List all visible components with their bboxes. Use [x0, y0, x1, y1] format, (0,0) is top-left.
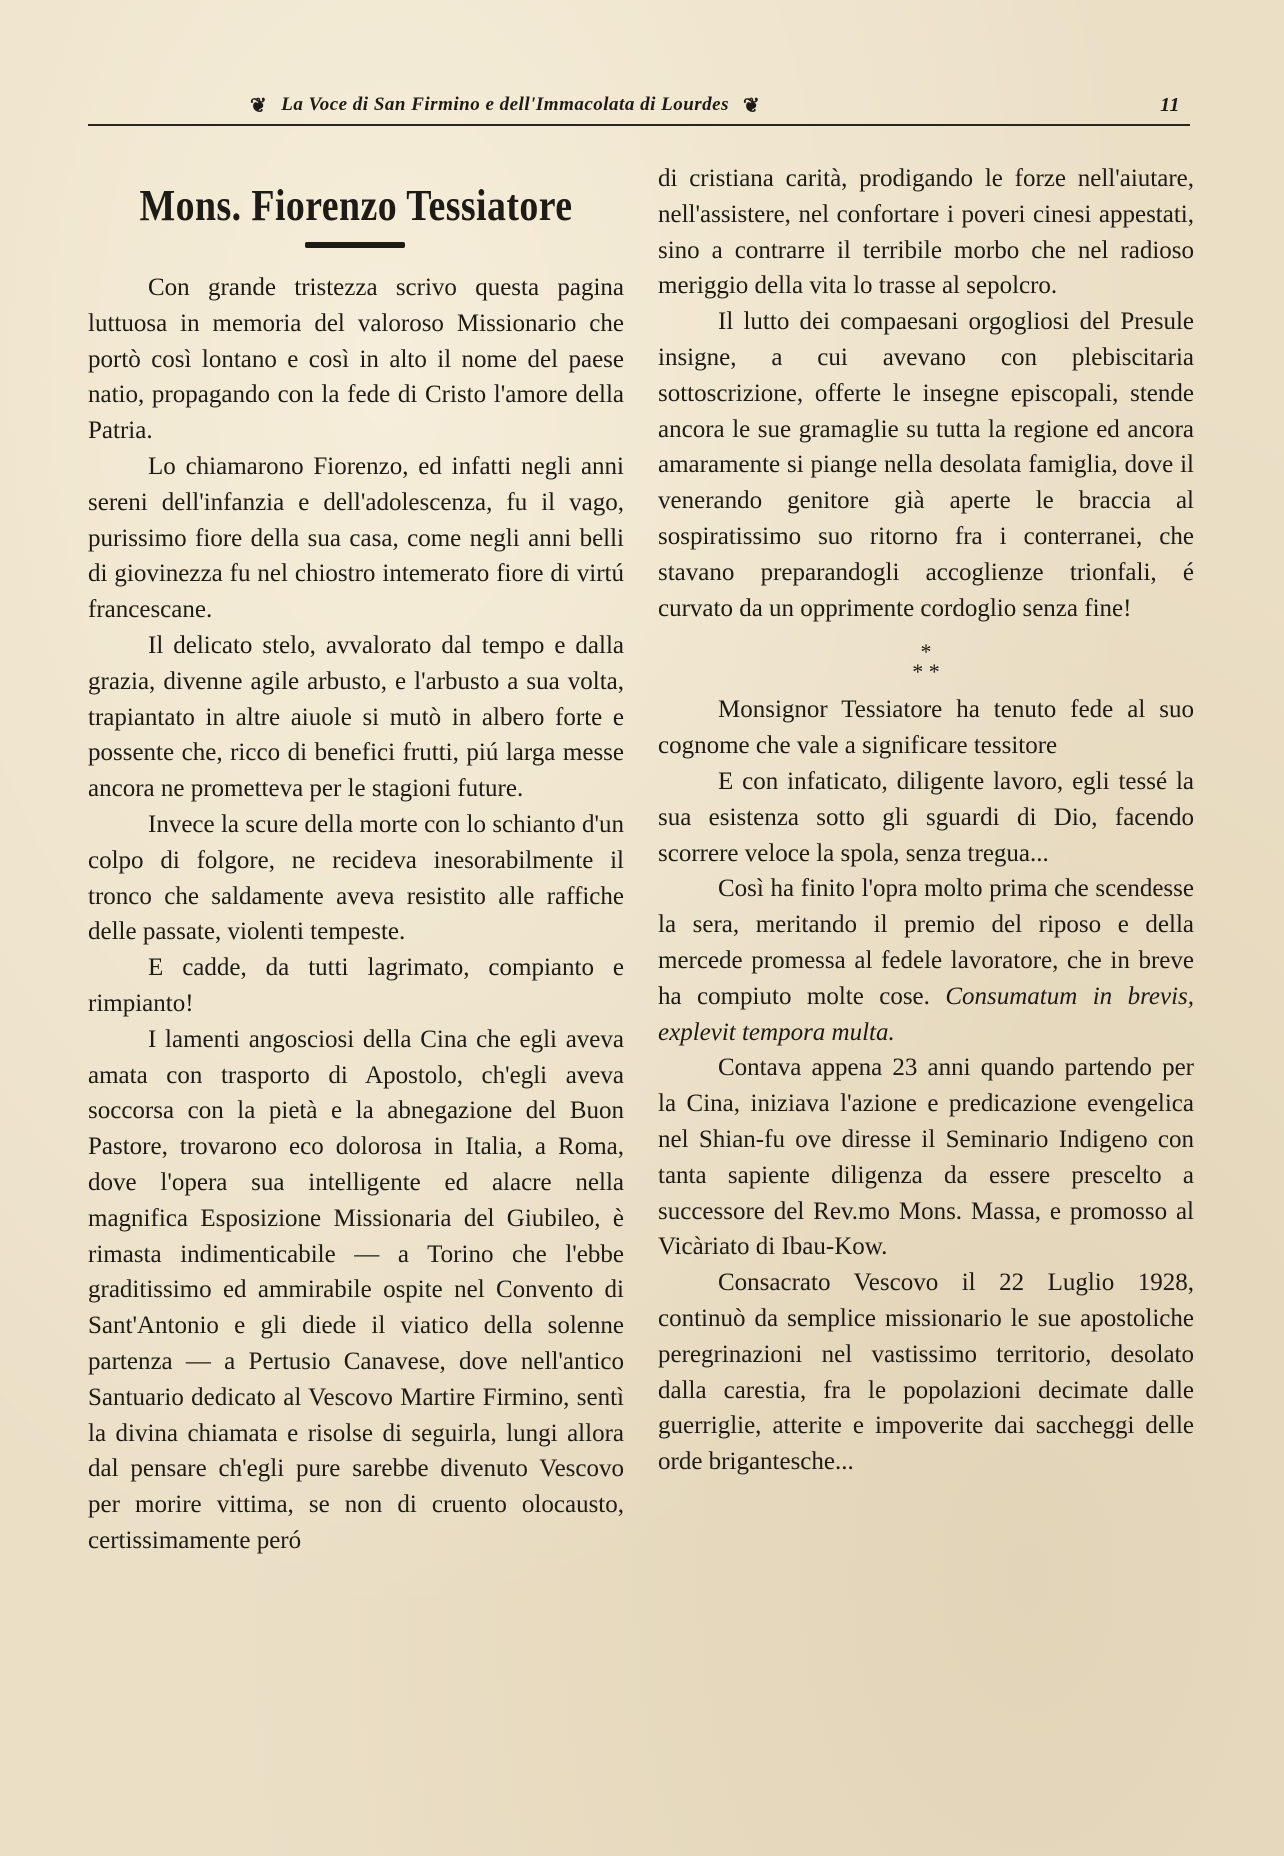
paragraph: Lo chiamarono Fiorenzo, ed infatti negli anni sereni dell'infanzia e dell'adolescenza, fu il vago, purissimo fiore della sua casa, come negli anni belli di giovinezza fu nel chiostro intemerato fiore di virtú francescane. — [88, 452, 624, 624]
asterism-top: * — [920, 639, 932, 665]
paragraph: I lamenti angosciosi della Cina che egli aveva amata con trasporto di Apostolo, ch'egli aveva soccorsa con la pietà e la abnegazione del Buon Pastore, trovarono eco dolorosa in Italia, a Roma, dove l'opera sua intelligente ed alacre nella magnifica Esposizione Missionaria del Giubileo, è rimasta indimenticabile — a Torino che l'ebbe graditissimo ed ammirabile ospite nel Convento di Sant'Antonio e gli diede il viatico della solenne partenza — a Pertusio Canavese, dove nell'antico Santuario dedicato al Vescovo Martire Firmino, sentì la divina chiamata e risolse di seguirla, lungi allora dal pensare ch'egli pure sarebbe divenuto Vescovo per morire vittima, se non di cruento olocausto, certissimamente peró — [88, 1025, 624, 1554]
paragraph: Il lutto dei compaesani orgogliosi del Presule insigne, a cui avevano con plebiscitaria sottoscrizione, offerte le insegne episcopali, stende ancora le sue gramaglie su tutta la regione ed ancora amaramente si piange nella desolata famiglia, dove il venerando genitore già aperte le braccia al sospiratissimo suo ritorno fra i conterranei, che stavano preparandogli accoglienze trionfali, é curvato da un opprimente cordoglio senza fine! — [658, 308, 1194, 622]
asterism-divider — [658, 639, 1194, 685]
asterism-bottom: * * — [912, 659, 940, 685]
left-column — [88, 270, 624, 1559]
paragraph: E con infaticato, diligente lavoro, egli tessé la sua esistenza sotto gli sguardi di Dio, facendo scorrere veloce la spola, senza tregua... — [658, 767, 1194, 867]
paragraph: Il delicato stelo, avvalorato dal tempo e dalla grazia, divenne agile arbusto, e l'arbusto a sua volta, trapiantato in altre aiuole si mutò in albero forte e possente che, ricco di benefici frutti, piú larga messe ancora ne prometteva per le stagioni future. — [88, 631, 624, 803]
fleuron-right-icon: ❦ — [743, 94, 761, 117]
paragraph: Con grande tristezza scrivo questa pagina luttuosa in memoria del valoroso Missionario che portò così lontano e così in alto il nome del paese natio, propagando con la fede di Cristo l'amore della Patria. — [88, 274, 624, 445]
periodical-title: La Voce di San Firmino e dell'Immacolata di Lourdes — [281, 94, 730, 115]
paragraph: Consacrato Vescovo il 22 Luglio 1928, continuò da semplice missionario le sue apostoliche peregrinazioni nel vastissimo territorio, desolato dalla carestia, fra le popolazioni decimate dalle guerriglie, atterite e impoverite dai saccheggi delle orde brigantesche... — [658, 1269, 1194, 1476]
fleuron-left-icon: ❦ — [250, 94, 268, 117]
running-header — [250, 88, 1180, 122]
article-title: Mons. Fiorenzo Tessiatore — [139, 181, 573, 230]
latin-quotation: Consumatum in brevis, explevit tempora multa. — [658, 982, 1194, 1046]
paragraph: E cadde, da tutti lagrimato, compianto e rimpianto! — [88, 954, 624, 1017]
page-number: 11 — [1160, 93, 1180, 116]
title-underline — [305, 242, 405, 248]
paragraph-text: Così ha finito l'opra molto prima che scendesse la sera, meritando il premio del riposo e della mercede promessa al fedele lavoratore, che in breve ha compiuto molte cose. — [658, 875, 1194, 1010]
paragraph: Invece la scure della morte con lo schianto d'un colpo di folgore, ne recideva inesorabilmente il tronco che saldamente aveva resistito alle raffiche delle passate, violenti tempeste. — [88, 810, 624, 946]
paragraph-continued: di cristiana carità, prodigando le forze nell'aiutare, nell'assistere, nel confortare i poveri cinesi appestati, sino a contrarre il terribile morbo che nel radioso meriggio della vita lo trasse al sepolcro. — [658, 165, 1194, 300]
header-rule — [88, 124, 1190, 126]
paragraph: Contava appena 23 anni quando partendo per la Cina, iniziava l'azione e predicazione evengelica nel Shian-fu ove diresse il Seminario Indigeno con tanta sapiente diligenza da essere prescelto a successore del Rev.mo Mons. Massa, e promosso al Vicàriato di Ibau-Kow. — [658, 1054, 1194, 1261]
paragraph — [658, 871, 1194, 1050]
right-column — [658, 161, 1194, 1480]
paragraph: Monsignor Tessiatore ha tenuto fede al suo cognome che vale a significare tessitore — [658, 696, 1194, 760]
